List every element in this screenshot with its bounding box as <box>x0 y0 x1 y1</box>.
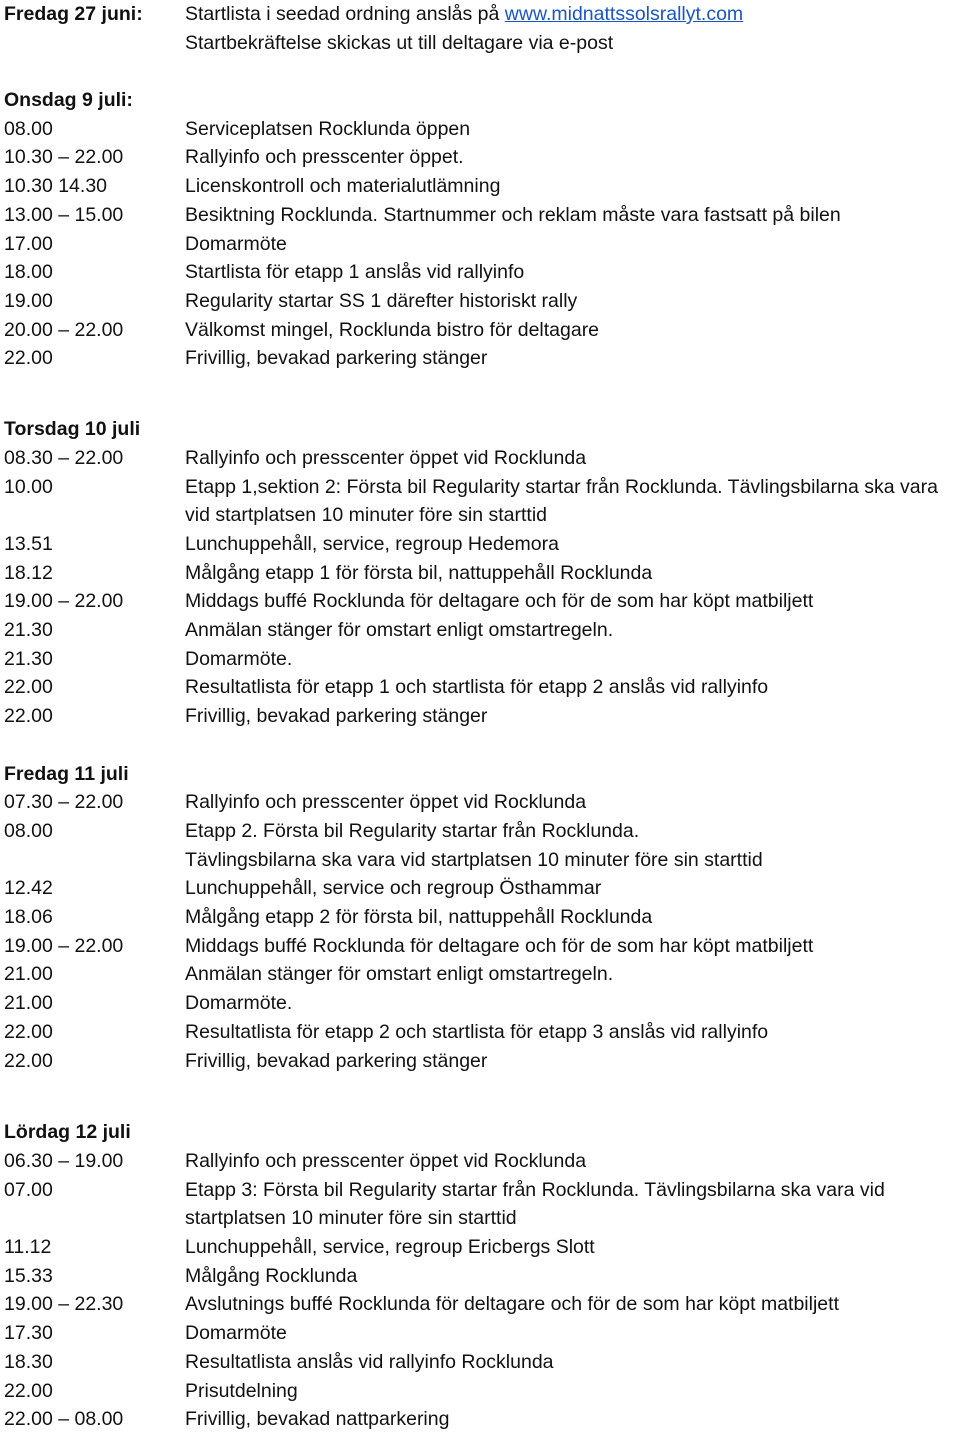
schedule-row <box>4 587 960 616</box>
schedule-time: 22.00 <box>4 347 53 370</box>
schedule-time: 22.00 <box>4 1049 53 1072</box>
schedule-row <box>4 645 960 674</box>
day-heading: Fredag 11 juli <box>4 762 129 785</box>
schedule-time: 10.30 14.30 <box>4 175 108 198</box>
schedule-description: Lunchuppehåll, service, regroup Hedemora <box>185 532 559 555</box>
day-heading: Torsdag 10 juli <box>4 418 141 441</box>
spacer <box>4 731 960 760</box>
schedule-time: 08.00 <box>4 117 53 140</box>
schedule-row <box>4 616 960 645</box>
schedule-row <box>4 932 960 961</box>
schedule-row <box>4 258 960 287</box>
schedule-time: 12.42 <box>4 877 53 900</box>
schedule-description: Lunchuppehåll, service, regroup Ericbergs Slott <box>185 1236 595 1259</box>
schedule-time: 17.30 <box>4 1322 53 1345</box>
schedule-description: Avslutnings buffé Rocklunda för deltagare och för de som har köpt matbiljett <box>185 1293 839 1316</box>
schedule-description: Etapp 2. Första bil Regularity startar från Rocklunda. Tävlingsbilarna ska vara vid startplatsen 10 minuter före sin starttid <box>185 819 763 871</box>
schedule-time: 08.30 – 22.00 <box>4 446 124 469</box>
schedule-description: Frivillig, bevakad parkering stänger <box>185 1049 488 1072</box>
schedule-time: 18.12 <box>4 561 53 584</box>
intro-row-2 <box>4 29 960 58</box>
schedule-row <box>4 960 960 989</box>
schedule-row <box>4 903 960 932</box>
schedule-time: 22.00 <box>4 1020 53 1043</box>
spacer <box>4 373 960 415</box>
schedule-description: Anmälan stänger för omstart enligt omstartregeln. <box>185 619 614 642</box>
schedule-description: Middags buffé Rocklunda för deltagare och för de som har köpt matbiljett <box>185 934 814 957</box>
schedule-time: 21.00 <box>4 992 53 1015</box>
schedule-time: 13.00 – 15.00 <box>4 203 124 226</box>
schedule-time: 19.00 – 22.00 <box>4 934 124 957</box>
schedule-time: 21.30 <box>4 619 53 642</box>
schedule-row <box>4 172 960 201</box>
schedule-description: Rallyinfo och presscenter öppet vid Rocklunda <box>185 791 587 814</box>
day-section <box>4 760 960 1076</box>
schedule-row <box>4 1176 960 1233</box>
schedule-row <box>4 1047 960 1076</box>
schedule-description: Domarmöte. <box>185 992 293 1015</box>
schedule-description: Rallyinfo och presscenter öppet vid Rocklunda <box>185 446 587 469</box>
schedule-row <box>4 230 960 259</box>
schedule-row <box>4 1405 960 1434</box>
schedule-description: Regularity startar SS 1 därefter historiskt rally <box>185 290 578 312</box>
schedule-description: Frivillig, bevakad parkering stänger <box>185 705 488 728</box>
schedule-time: 18.30 <box>4 1350 53 1373</box>
schedule-time: 07.00 <box>4 1178 53 1201</box>
schedule-row <box>4 287 960 316</box>
schedule-time: 13.51 <box>4 532 53 555</box>
schedule-time: 06.30 – 19.00 <box>4 1149 124 1172</box>
schedule-description: Domarmöte <box>185 1322 287 1345</box>
schedule-description: Besiktning Rocklunda. Startnummer och reklam måste vara fastsatt på bilen <box>185 203 841 226</box>
schedule-time: 07.30 – 22.00 <box>4 791 124 814</box>
schedule-row <box>4 344 960 373</box>
schedule-time: 10.00 <box>4 475 53 498</box>
schedule-time: 15.33 <box>4 1264 53 1287</box>
schedule-time: 19.00 – 22.00 <box>4 590 124 613</box>
day-heading: Lördag 12 juli <box>4 1121 131 1144</box>
schedule-time: 19.00 – 22.30 <box>4 1293 124 1316</box>
schedule-row <box>4 817 960 874</box>
schedule-description: Målgång Rocklunda <box>185 1264 358 1287</box>
schedule-description: Domarmöte <box>185 232 287 255</box>
schedule-description: Middags buffé Rocklunda för deltagare och för de som har köpt matbiljett <box>185 590 814 613</box>
schedule-time: 19.00 <box>4 290 53 312</box>
schedule-row <box>4 444 960 473</box>
schedule-row <box>4 1018 960 1047</box>
schedule-row <box>4 788 960 817</box>
schedule-row <box>4 1147 960 1176</box>
day-section <box>4 415 960 731</box>
schedule-row <box>4 989 960 1018</box>
schedule-document <box>4 0 960 1434</box>
schedule-time: 21.00 <box>4 963 53 986</box>
schedule-description: Etapp 1,sektion 2: Första bil Regularity startar från Rocklunda. Tävlingsbilarna ska vara vid startplatsen 10 minuter före sin starttid <box>185 475 944 527</box>
schedule-description: Rallyinfo och presscenter öppet. <box>185 146 464 169</box>
schedule-time: 22.00 <box>4 1379 53 1402</box>
schedule-description: Frivillig, bevakad parkering stänger <box>185 347 488 370</box>
schedule-description: Målgång etapp 2 för första bil, nattuppehåll Rocklunda <box>185 906 653 929</box>
schedule-time: 22.00 <box>4 676 53 699</box>
schedule-time: 18.00 <box>4 261 53 284</box>
schedule-time: 21.30 <box>4 647 53 670</box>
schedule-description: Resultatlista anslås vid rallyinfo Rocklunda <box>185 1350 554 1373</box>
intro-line-2: Startbekräftelse skickas ut till deltagare via e-post <box>185 31 614 54</box>
spacer <box>4 57 960 86</box>
intro-day: Fredag 27 juni: <box>4 3 143 25</box>
schedule-description: Välkomst mingel, Rocklunda bistro för deltagare <box>185 318 600 341</box>
schedule-sections <box>4 86 960 1434</box>
day-section <box>4 86 960 373</box>
schedule-row <box>4 1348 960 1377</box>
schedule-description: Etapp 3: Första bil Regularity startar från Rocklunda. Tävlingsbilarna ska vara vid startplatsen 10 minuter före sin starttid <box>185 1178 891 1230</box>
schedule-row <box>4 1290 960 1319</box>
schedule-time: 22.00 <box>4 705 53 728</box>
schedule-description: Frivillig, bevakad nattparkering <box>185 1408 450 1431</box>
schedule-description: Serviceplatsen Rocklunda öppen <box>185 117 471 140</box>
intro-line-1-text: Startlista i seedad ordning anslås på <box>185 3 505 25</box>
schedule-description: Anmälan stänger för omstart enligt omstartregeln. <box>185 963 614 986</box>
schedule-description: Prisutdelning <box>185 1379 298 1402</box>
spacer <box>4 1075 960 1118</box>
schedule-time: 20.00 – 22.00 <box>4 318 124 341</box>
schedule-description: Licenskontroll och materialutlämning <box>185 175 501 198</box>
schedule-row <box>4 201 960 230</box>
schedule-row <box>4 530 960 559</box>
schedule-row <box>4 1319 960 1348</box>
schedule-time: 22.00 – 08.00 <box>4 1408 124 1431</box>
schedule-row <box>4 702 960 731</box>
schedule-time: 11.12 <box>4 1236 52 1259</box>
schedule-row <box>4 1262 960 1291</box>
schedule-row <box>4 115 960 144</box>
schedule-time: 08.00 <box>4 819 53 842</box>
intro-row-1 <box>4 0 960 29</box>
schedule-row <box>4 673 960 702</box>
schedule-row <box>4 874 960 903</box>
day-heading: Onsdag 9 juli: <box>4 89 133 112</box>
schedule-description: Startlista för etapp 1 anslås vid rallyinfo <box>185 261 525 284</box>
intro-line-1 <box>185 0 960 29</box>
schedule-row <box>4 559 960 588</box>
schedule-time: 18.06 <box>4 906 53 929</box>
schedule-row <box>4 473 960 530</box>
schedule-description: Domarmöte. <box>185 647 293 670</box>
schedule-description: Lunchuppehåll, service och regroup Östhammar <box>185 877 602 900</box>
schedule-row <box>4 143 960 172</box>
schedule-row <box>4 1233 960 1262</box>
website-link[interactable]: www.midnattssolsrallyt.com <box>504 3 744 25</box>
schedule-description: Resultatlista för etapp 1 och startlista för etapp 2 anslås vid rallyinfo <box>185 676 769 699</box>
schedule-description: Rallyinfo och presscenter öppet vid Rocklunda <box>185 1149 587 1172</box>
schedule-time: 10.30 – 22.00 <box>4 146 124 169</box>
schedule-row <box>4 1377 960 1406</box>
schedule-description: Resultatlista för etapp 2 och startlista för etapp 3 anslås vid rallyinfo <box>185 1020 769 1043</box>
schedule-description: Målgång etapp 1 för första bil, nattuppehåll Rocklunda <box>185 561 653 584</box>
schedule-row <box>4 316 960 345</box>
day-section <box>4 1118 960 1434</box>
schedule-time: 17.00 <box>4 232 53 255</box>
